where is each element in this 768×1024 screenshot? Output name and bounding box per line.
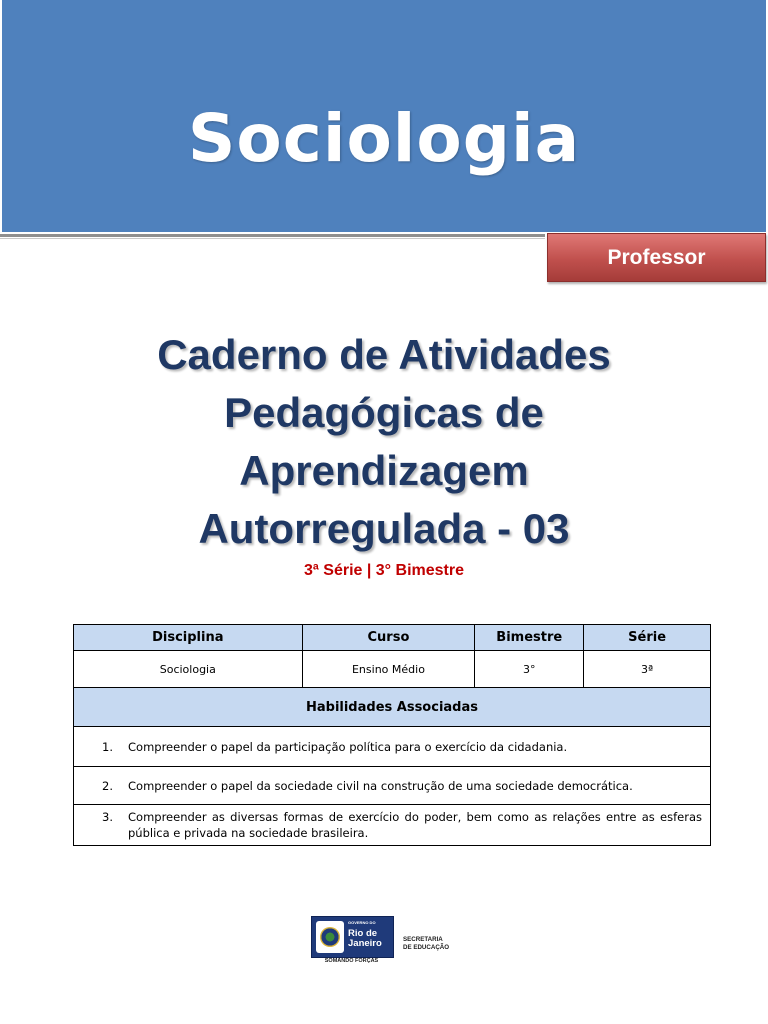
skill-row — [74, 727, 711, 767]
skill-number: 3. — [102, 810, 113, 824]
header-bimestre: Bimestre — [475, 625, 584, 651]
logo-state-line: Janeiro — [348, 938, 382, 949]
logo-state-line: Rio de — [348, 928, 378, 939]
header-serie: Série — [584, 625, 711, 651]
header-divider — [0, 234, 545, 237]
skill-text: Compreender as diversas formas de exercício do poder, bem como as relações entre as esferas pública e privada na sociedade brasileira. — [128, 810, 702, 840]
skills-header: Habilidades Associadas — [74, 688, 711, 727]
government-logo — [311, 916, 457, 966]
cell-curso: Ensino Médio — [302, 651, 475, 688]
page-title: Sociologia — [187, 99, 581, 177]
title-line: Aprendizagem — [239, 447, 529, 494]
skill-cell — [74, 767, 711, 805]
skill-row — [74, 805, 711, 846]
title-line: Caderno de Atividades — [157, 331, 611, 378]
state-seal-icon — [316, 921, 344, 953]
table-row — [74, 651, 711, 688]
grade-term-subtitle: 3ª Série | 3° Bimestre — [304, 562, 464, 579]
skill-text: Compreender o papel da sociedade civil na construção de uma sociedade democrática. — [128, 778, 633, 793]
cell-bimestre: 3° — [475, 651, 584, 688]
course-info-table — [73, 624, 711, 846]
skill-number: 1. — [102, 739, 113, 754]
logo-state-name — [348, 929, 382, 949]
rio-de-janeiro-logo — [311, 916, 394, 958]
skill-row — [74, 767, 711, 805]
skill-number: 2. — [102, 778, 113, 793]
table-header-row — [74, 625, 711, 651]
skill-cell — [74, 805, 711, 846]
secretaria-line: DE EDUCAÇÃO — [403, 944, 450, 951]
professor-badge: Professor — [547, 233, 766, 282]
title-line: Pedagógicas de — [224, 389, 544, 436]
secretaria-label — [403, 936, 449, 952]
header-band — [2, 0, 766, 232]
header-disciplina: Disciplina — [74, 625, 303, 651]
logo-gov-label: GOVERNO DO — [348, 920, 376, 925]
title-line: Autorregulada - 03 — [198, 505, 570, 552]
document-title — [84, 326, 684, 558]
skill-cell — [74, 727, 711, 767]
header-curso: Curso — [302, 625, 475, 651]
cell-serie: 3ª — [584, 651, 711, 688]
header-divider-thin — [0, 238, 545, 239]
skills-header-row — [74, 688, 711, 727]
secretaria-line: SECRETARIA — [403, 936, 443, 943]
logo-slogan: SOMANDO FORÇAS — [324, 958, 379, 964]
cell-disciplina: Sociologia — [74, 651, 303, 688]
skill-text: Compreender o papel da participação política para o exercício da cidadania. — [128, 739, 568, 754]
